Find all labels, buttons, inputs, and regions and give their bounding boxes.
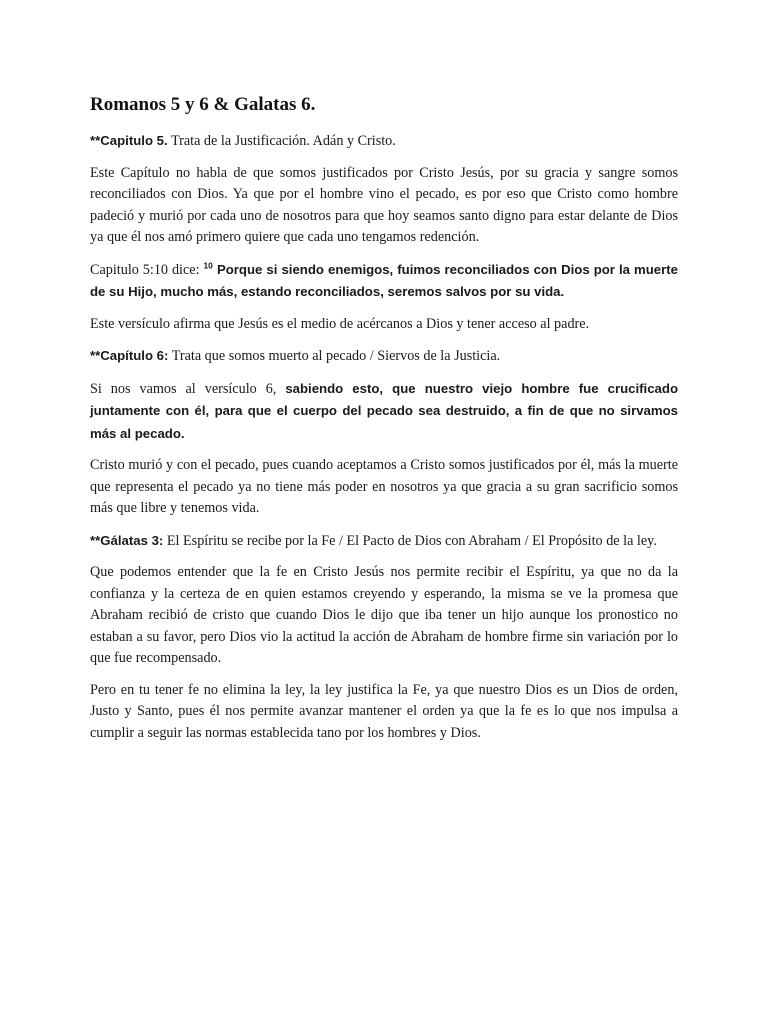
document-page — [90, 93, 678, 754]
galatas-3-marker: **Gálatas 3: — [90, 532, 164, 548]
paragraph-chapter-6-heading — [90, 345, 678, 368]
chapter-5-summary: Trata de la Justificación. Adán y Cristo. — [167, 133, 396, 149]
verse-5-10-lead: Capitulo 5:10 dice: — [90, 261, 204, 278]
document-title: Romanos 5 y 6 & Galatas 6. — [90, 94, 316, 115]
verse-5-10-text: Porque si siendo enemigos, fuimos reconciliados con Dios por la muerte de su Hijo, mucho más, estando reconciliados, seremos salvos por su vida. — [90, 261, 678, 299]
verse-6-text: sabiendo esto, que nuestro viejo hombre fue crucificado juntamente con él, para que el cuerpo del pecado sea destruido, a fin de que no sirvamos más al pecado. — [90, 380, 678, 441]
paragraph-chapter-5-heading — [90, 130, 678, 153]
chapter-6-summary: Trata que somos muerto al pecado / Siervos de la Justicia. — [168, 348, 501, 364]
verse-number: 10 — [203, 259, 213, 270]
paragraph-galatas-3-body: Que podemos entender que la fe en Cristo Jesús nos permite recibir el Espíritu, ya que no da la confianza y la certeza de en quien estamos creyendo y esperando, la misma se ve la promesa que Abraham recibió de cristo que cuando Dios le dijo que iba tener un hijo aunque los pronostico no estaban a su favor, pero Dios vio la actitud la acción de Abraham de hombre firme sin variación por lo que fue recompensado. — [90, 564, 678, 666]
verse-6-lead: Si nos vamos al versículo 6, — [90, 380, 286, 397]
paragraph-chapter-5-body: Este Capítulo no habla de que somos justificados por Cristo Jesús, por su gracia y sangre somos reconciliados con Dios. Ya que por el hombre vino el pecado, es por eso que Cristo como hombre padeció y murió por cada uno de nosotros para que hoy seamos santo digno para estar delante de Dios ya que él nos amó primero quiere que cada uno tengamos redención. — [90, 164, 678, 245]
galatas-3-summary: El Espíritu se recibe por la Fe / El Pacto de Dios con Abraham / El Propósito de la ley. — [163, 532, 657, 549]
paragraph-verse-5-10 — [90, 259, 678, 304]
chapter-5-marker: **Capitulo 5. — [90, 133, 168, 148]
paragraph-chapter-6-body: Cristo murió y con el pecado, pues cuando aceptamos a Cristo somos justificados por él, más la muerte que representa el pecado ya no tiene más poder en nosotros ya que gracia a su gran sacrificio somos más que libre y tenemos vida. — [90, 457, 678, 516]
paragraph-galatas-3-heading — [90, 530, 678, 553]
paragraph-closing: Pero en tu tener fe no elimina la ley, la ley justifica la Fe, ya que nuestro Dios es un Dios de orden, Justo y Santo, pues él nos permite avanzar mantener el orden ya que la fe es lo que nos impulsa a cumplir a seguir las normas establecida tano por los hombres y Dios. — [90, 681, 678, 741]
paragraph-verse-6 — [90, 378, 678, 446]
chapter-6-marker: **Capítulo 6: — [90, 348, 169, 363]
paragraph-verse-commentary: Este versículo afirma que Jesús es el medio de acércanos a Dios y tener acceso al padre. — [90, 315, 590, 332]
